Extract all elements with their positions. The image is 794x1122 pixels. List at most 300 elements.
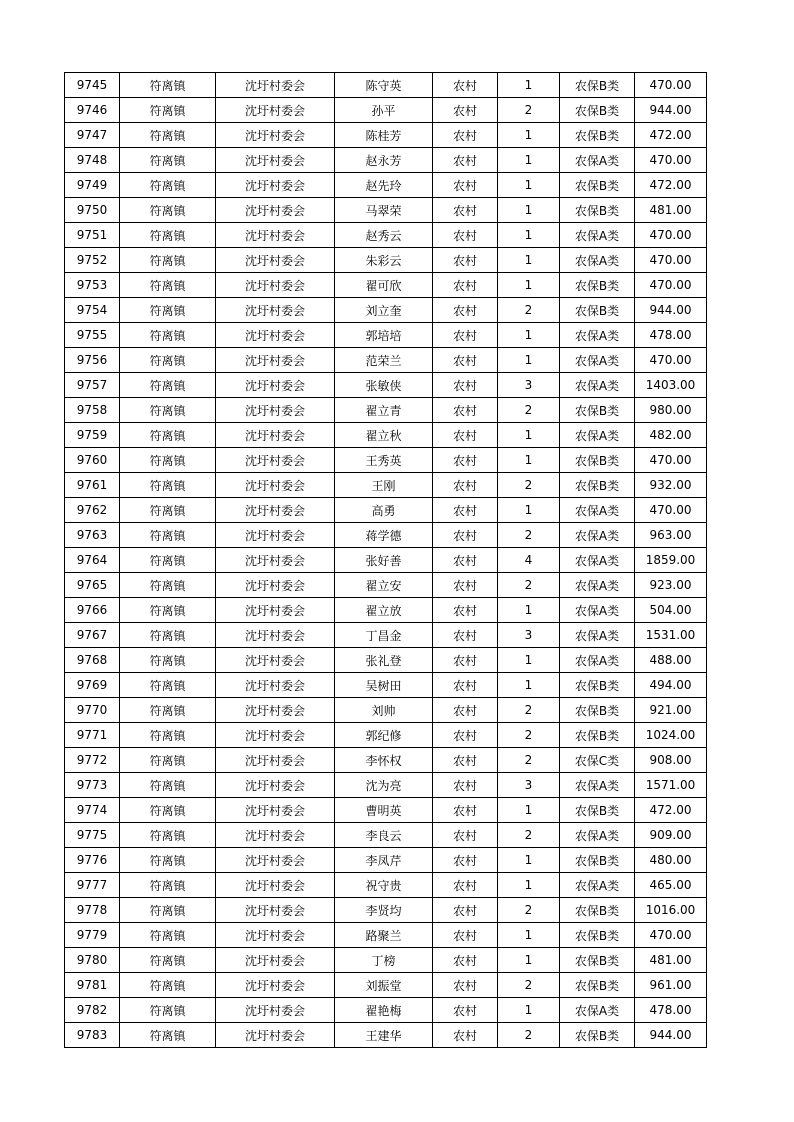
cell-insurance_category: 农保B类 [560,948,635,973]
cell-name: 翟立青 [335,398,433,423]
cell-village: 沈圩村委会 [216,73,335,98]
cell-insurance_category: 农保A类 [560,648,635,673]
cell-amount: 1024.00 [635,723,707,748]
cell-id: 9775 [65,823,120,848]
cell-person_count: 2 [498,748,560,773]
cell-id: 9754 [65,298,120,323]
cell-residence_type: 农村 [433,598,498,623]
cell-amount: 944.00 [635,98,707,123]
cell-person_count: 3 [498,773,560,798]
cell-person_count: 1 [498,498,560,523]
cell-village: 沈圩村委会 [216,523,335,548]
cell-name: 赵永芳 [335,148,433,173]
cell-name: 陈桂芳 [335,123,433,148]
cell-person_count: 1 [498,998,560,1023]
cell-village: 沈圩村委会 [216,773,335,798]
cell-insurance_category: 农保A类 [560,498,635,523]
cell-name: 孙平 [335,98,433,123]
cell-insurance_category: 农保A类 [560,423,635,448]
table-row [65,298,707,323]
cell-id: 9750 [65,198,120,223]
cell-insurance_category: 农保B类 [560,973,635,998]
cell-id: 9765 [65,573,120,598]
cell-residence_type: 农村 [433,673,498,698]
cell-residence_type: 农村 [433,973,498,998]
cell-person_count: 1 [498,598,560,623]
table-row [65,448,707,473]
cell-person_count: 1 [498,923,560,948]
cell-village: 沈圩村委会 [216,223,335,248]
cell-village: 沈圩村委会 [216,598,335,623]
cell-name: 王刚 [335,473,433,498]
cell-amount: 470.00 [635,448,707,473]
cell-id: 9773 [65,773,120,798]
cell-id: 9761 [65,473,120,498]
cell-amount: 470.00 [635,273,707,298]
cell-name: 张敏侠 [335,373,433,398]
cell-residence_type: 农村 [433,448,498,473]
table-row [65,823,707,848]
table-row [65,673,707,698]
cell-residence_type: 农村 [433,223,498,248]
cell-town: 符离镇 [120,573,216,598]
cell-amount: 472.00 [635,798,707,823]
cell-insurance_category: 农保B类 [560,898,635,923]
cell-town: 符离镇 [120,123,216,148]
cell-name: 高勇 [335,498,433,523]
cell-insurance_category: 农保A类 [560,523,635,548]
cell-village: 沈圩村委会 [216,973,335,998]
cell-amount: 481.00 [635,198,707,223]
cell-town: 符离镇 [120,898,216,923]
table-row [65,423,707,448]
cell-town: 符离镇 [120,598,216,623]
cell-town: 符离镇 [120,773,216,798]
table-row [65,148,707,173]
cell-town: 符离镇 [120,423,216,448]
cell-town: 符离镇 [120,623,216,648]
cell-person_count: 1 [498,198,560,223]
cell-residence_type: 农村 [433,473,498,498]
cell-name: 李怀权 [335,748,433,773]
cell-town: 符离镇 [120,373,216,398]
cell-person_count: 2 [498,298,560,323]
cell-id: 9762 [65,498,120,523]
table-row [65,248,707,273]
cell-residence_type: 农村 [433,873,498,898]
cell-amount: 470.00 [635,148,707,173]
cell-insurance_category: 农保B类 [560,1023,635,1048]
cell-village: 沈圩村委会 [216,423,335,448]
cell-amount: 472.00 [635,173,707,198]
cell-person_count: 3 [498,623,560,648]
cell-town: 符离镇 [120,873,216,898]
table-row [65,173,707,198]
cell-village: 沈圩村委会 [216,873,335,898]
cell-name: 郭培培 [335,323,433,348]
cell-residence_type: 农村 [433,923,498,948]
cell-id: 9783 [65,1023,120,1048]
cell-id: 9772 [65,748,120,773]
cell-insurance_category: 农保A类 [560,323,635,348]
cell-id: 9774 [65,798,120,823]
cell-id: 9780 [65,948,120,973]
cell-person_count: 1 [498,223,560,248]
cell-id: 9759 [65,423,120,448]
cell-name: 朱彩云 [335,248,433,273]
cell-village: 沈圩村委会 [216,123,335,148]
cell-person_count: 2 [498,723,560,748]
cell-person_count: 1 [498,648,560,673]
cell-town: 符离镇 [120,748,216,773]
cell-person_count: 4 [498,548,560,573]
cell-residence_type: 农村 [433,948,498,973]
table-row [65,523,707,548]
cell-insurance_category: 农保C类 [560,748,635,773]
cell-insurance_category: 农保B类 [560,698,635,723]
cell-amount: 494.00 [635,673,707,698]
cell-residence_type: 农村 [433,548,498,573]
cell-person_count: 1 [498,248,560,273]
table-row [65,873,707,898]
cell-town: 符离镇 [120,73,216,98]
table-row [65,198,707,223]
cell-name: 张礼登 [335,648,433,673]
cell-town: 符离镇 [120,323,216,348]
cell-residence_type: 农村 [433,573,498,598]
cell-residence_type: 农村 [433,348,498,373]
cell-amount: 504.00 [635,598,707,623]
cell-person_count: 3 [498,373,560,398]
cell-name: 丁榜 [335,948,433,973]
cell-village: 沈圩村委会 [216,273,335,298]
cell-name: 路聚兰 [335,923,433,948]
table-row [65,623,707,648]
table-row [65,748,707,773]
table-row [65,273,707,298]
cell-insurance_category: 农保A类 [560,348,635,373]
table-row [65,548,707,573]
cell-name: 郭纪修 [335,723,433,748]
cell-residence_type: 农村 [433,123,498,148]
cell-village: 沈圩村委会 [216,323,335,348]
cell-village: 沈圩村委会 [216,98,335,123]
cell-insurance_category: 农保A类 [560,248,635,273]
cell-village: 沈圩村委会 [216,848,335,873]
cell-town: 符离镇 [120,148,216,173]
cell-village: 沈圩村委会 [216,1023,335,1048]
cell-id: 9776 [65,848,120,873]
cell-id: 9764 [65,548,120,573]
cell-residence_type: 农村 [433,898,498,923]
cell-insurance_category: 农保B类 [560,398,635,423]
table-row [65,398,707,423]
cell-insurance_category: 农保A类 [560,998,635,1023]
cell-amount: 1016.00 [635,898,707,923]
cell-insurance_category: 农保A类 [560,823,635,848]
cell-town: 符离镇 [120,998,216,1023]
cell-insurance_category: 农保B类 [560,73,635,98]
cell-name: 刘帅 [335,698,433,723]
cell-person_count: 1 [498,123,560,148]
cell-id: 9778 [65,898,120,923]
cell-village: 沈圩村委会 [216,373,335,398]
cell-id: 9752 [65,248,120,273]
table-row [65,1023,707,1048]
cell-residence_type: 农村 [433,423,498,448]
cell-town: 符离镇 [120,648,216,673]
cell-amount: 470.00 [635,223,707,248]
cell-town: 符离镇 [120,948,216,973]
cell-id: 9756 [65,348,120,373]
table-row [65,73,707,98]
cell-name: 王秀英 [335,448,433,473]
cell-id: 9760 [65,448,120,473]
cell-insurance_category: 农保A类 [560,223,635,248]
cell-amount: 1531.00 [635,623,707,648]
cell-village: 沈圩村委会 [216,198,335,223]
cell-town: 符离镇 [120,223,216,248]
table-row [65,373,707,398]
cell-insurance_category: 农保B类 [560,198,635,223]
cell-name: 曹明英 [335,798,433,823]
cell-name: 吴树田 [335,673,433,698]
cell-village: 沈圩村委会 [216,473,335,498]
cell-amount: 480.00 [635,848,707,873]
cell-town: 符离镇 [120,798,216,823]
table-row [65,698,707,723]
cell-name: 翟可欣 [335,273,433,298]
cell-amount: 470.00 [635,348,707,373]
cell-id: 9771 [65,723,120,748]
cell-residence_type: 农村 [433,748,498,773]
cell-insurance_category: 农保A类 [560,373,635,398]
cell-insurance_category: 农保A类 [560,548,635,573]
cell-amount: 472.00 [635,123,707,148]
cell-town: 符离镇 [120,248,216,273]
cell-town: 符离镇 [120,723,216,748]
cell-residence_type: 农村 [433,773,498,798]
table-row [65,723,707,748]
cell-name: 翟立安 [335,573,433,598]
cell-residence_type: 农村 [433,273,498,298]
cell-id: 9782 [65,998,120,1023]
cell-residence_type: 农村 [433,723,498,748]
cell-residence_type: 农村 [433,698,498,723]
table-row [65,773,707,798]
cell-id: 9746 [65,98,120,123]
cell-town: 符离镇 [120,923,216,948]
cell-person_count: 1 [498,848,560,873]
cell-village: 沈圩村委会 [216,673,335,698]
cell-insurance_category: 农保B类 [560,923,635,948]
cell-name: 丁昌金 [335,623,433,648]
cell-person_count: 2 [498,1023,560,1048]
cell-insurance_category: 农保B类 [560,98,635,123]
cell-amount: 470.00 [635,498,707,523]
cell-amount: 470.00 [635,248,707,273]
cell-residence_type: 农村 [433,998,498,1023]
cell-person_count: 2 [498,573,560,598]
cell-residence_type: 农村 [433,248,498,273]
records-table [64,72,707,1048]
cell-town: 符离镇 [120,823,216,848]
cell-person_count: 1 [498,948,560,973]
cell-id: 9768 [65,648,120,673]
cell-village: 沈圩村委会 [216,698,335,723]
cell-town: 符离镇 [120,448,216,473]
cell-id: 9777 [65,873,120,898]
cell-id: 9770 [65,698,120,723]
cell-amount: 482.00 [635,423,707,448]
cell-village: 沈圩村委会 [216,573,335,598]
cell-person_count: 2 [498,523,560,548]
cell-amount: 1859.00 [635,548,707,573]
table-row [65,973,707,998]
cell-town: 符离镇 [120,473,216,498]
cell-id: 9781 [65,973,120,998]
cell-village: 沈圩村委会 [216,548,335,573]
cell-town: 符离镇 [120,848,216,873]
table-row [65,223,707,248]
cell-town: 符离镇 [120,973,216,998]
table-row [65,923,707,948]
cell-insurance_category: 农保A类 [560,598,635,623]
cell-amount: 923.00 [635,573,707,598]
cell-insurance_category: 农保B类 [560,448,635,473]
cell-insurance_category: 农保A类 [560,623,635,648]
cell-name: 沈为亮 [335,773,433,798]
cell-village: 沈圩村委会 [216,298,335,323]
cell-amount: 478.00 [635,998,707,1023]
cell-person_count: 2 [498,398,560,423]
cell-person_count: 2 [498,898,560,923]
cell-village: 沈圩村委会 [216,723,335,748]
cell-id: 9763 [65,523,120,548]
cell-id: 9769 [65,673,120,698]
cell-residence_type: 农村 [433,148,498,173]
cell-amount: 980.00 [635,398,707,423]
cell-town: 符离镇 [120,673,216,698]
cell-person_count: 1 [498,673,560,698]
cell-insurance_category: 农保A类 [560,873,635,898]
cell-name: 王建华 [335,1023,433,1048]
cell-village: 沈圩村委会 [216,998,335,1023]
cell-insurance_category: 农保B类 [560,298,635,323]
cell-insurance_category: 农保A类 [560,773,635,798]
cell-name: 李贤均 [335,898,433,923]
cell-village: 沈圩村委会 [216,498,335,523]
cell-insurance_category: 农保B类 [560,798,635,823]
cell-amount: 932.00 [635,473,707,498]
cell-amount: 481.00 [635,948,707,973]
cell-residence_type: 农村 [433,1023,498,1048]
cell-person_count: 1 [498,448,560,473]
cell-name: 范荣兰 [335,348,433,373]
cell-residence_type: 农村 [433,173,498,198]
records-table-body [65,73,707,1048]
cell-person_count: 1 [498,323,560,348]
cell-id: 9753 [65,273,120,298]
cell-id: 9751 [65,223,120,248]
cell-town: 符离镇 [120,698,216,723]
cell-town: 符离镇 [120,98,216,123]
cell-person_count: 2 [498,473,560,498]
cell-id: 9779 [65,923,120,948]
cell-town: 符离镇 [120,348,216,373]
cell-id: 9749 [65,173,120,198]
cell-id: 9755 [65,323,120,348]
cell-village: 沈圩村委会 [216,898,335,923]
cell-name: 翟立放 [335,598,433,623]
cell-id: 9745 [65,73,120,98]
cell-village: 沈圩村委会 [216,398,335,423]
table-row [65,898,707,923]
cell-insurance_category: 农保B类 [560,673,635,698]
cell-insurance_category: 农保B类 [560,173,635,198]
table-row [65,348,707,373]
cell-residence_type: 农村 [433,198,498,223]
cell-amount: 465.00 [635,873,707,898]
cell-insurance_category: 农保B类 [560,723,635,748]
cell-name: 李良云 [335,823,433,848]
cell-person_count: 1 [498,798,560,823]
cell-id: 9747 [65,123,120,148]
cell-person_count: 1 [498,423,560,448]
cell-name: 张好善 [335,548,433,573]
cell-insurance_category: 农保B类 [560,473,635,498]
cell-insurance_category: 农保B类 [560,848,635,873]
cell-town: 符离镇 [120,548,216,573]
cell-person_count: 2 [498,823,560,848]
table-row [65,648,707,673]
cell-name: 李凤芹 [335,848,433,873]
cell-amount: 1571.00 [635,773,707,798]
cell-amount: 478.00 [635,323,707,348]
cell-town: 符离镇 [120,298,216,323]
cell-village: 沈圩村委会 [216,748,335,773]
cell-name: 陈守英 [335,73,433,98]
cell-amount: 908.00 [635,748,707,773]
table-row [65,473,707,498]
cell-amount: 944.00 [635,1023,707,1048]
table-row [65,323,707,348]
cell-town: 符离镇 [120,198,216,223]
cell-village: 沈圩村委会 [216,148,335,173]
cell-village: 沈圩村委会 [216,248,335,273]
cell-name: 祝守贵 [335,873,433,898]
cell-amount: 1403.00 [635,373,707,398]
cell-village: 沈圩村委会 [216,948,335,973]
cell-id: 9748 [65,148,120,173]
cell-amount: 470.00 [635,73,707,98]
cell-person_count: 2 [498,698,560,723]
cell-town: 符离镇 [120,523,216,548]
cell-village: 沈圩村委会 [216,823,335,848]
cell-person_count: 1 [498,273,560,298]
cell-residence_type: 农村 [433,298,498,323]
cell-residence_type: 农村 [433,373,498,398]
table-row [65,498,707,523]
cell-residence_type: 农村 [433,623,498,648]
cell-residence_type: 农村 [433,823,498,848]
cell-insurance_category: 农保B类 [560,123,635,148]
cell-id: 9766 [65,598,120,623]
cell-village: 沈圩村委会 [216,923,335,948]
table-row [65,848,707,873]
cell-name: 刘振堂 [335,973,433,998]
cell-residence_type: 农村 [433,523,498,548]
